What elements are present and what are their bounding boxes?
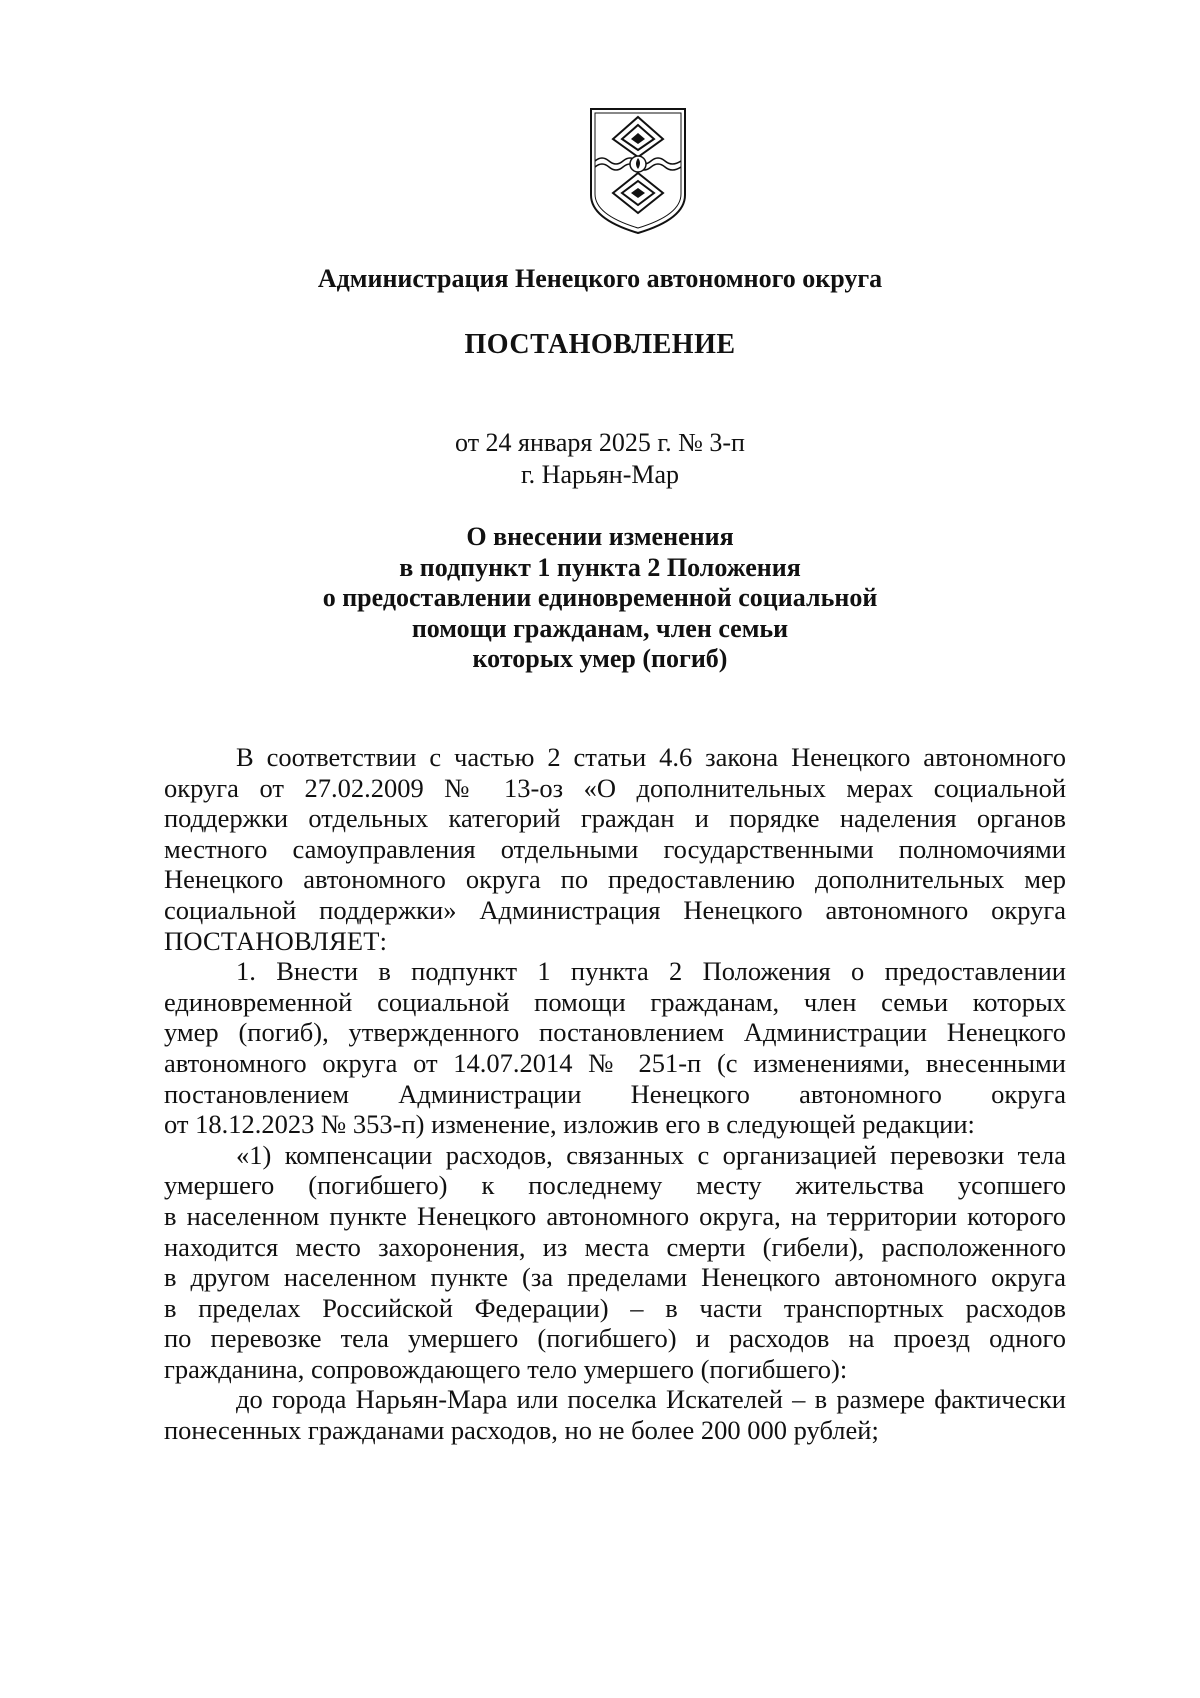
- document-type: ПОСТАНОВЛЕНИЕ: [464, 329, 736, 360]
- body-line: от 18.12.2023 № 353-п) изменение, изложив его в следующей редакции:: [164, 1109, 975, 1140]
- body-line: Ненецкого автономного округа по предоставлению дополнительных мер: [164, 864, 1066, 895]
- body-line: понесенных гражданами расходов, но не более 200 000 рублей;: [164, 1415, 879, 1446]
- body-line: ПОСТАНОВЛЯЕТ:: [164, 925, 388, 956]
- body-line: до города Нарьян-Мара или поселка Искателей – в размере фактически: [236, 1384, 1066, 1415]
- body-line: «1) компенсации расходов, связанных с организацией перевозки тела: [236, 1139, 1066, 1170]
- body-line: постановлением Администрации Ненецкого автономного округа: [164, 1078, 1066, 1109]
- document-title: [0, 522, 1200, 675]
- body-line: округа от 27.02.2009 № 13-оз «О дополнительных мерах социальной: [164, 772, 1066, 803]
- document-date-number: от 24 января 2025 г. № 3-п: [455, 428, 745, 457]
- organization-name: Администрация Ненецкого автономного округа: [317, 264, 883, 293]
- body-line: находится место захоронения, из места смерти (гибели), расположенного: [164, 1231, 1066, 1262]
- body-line: в другом населенном пункте (за пределами Ненецкого автономного округа: [164, 1262, 1066, 1293]
- title-line: о предоставлении единовременной социальной: [322, 583, 878, 612]
- title-line: О внесении изменения: [466, 522, 734, 551]
- body-line: В соответствии с частью 2 статьи 4.6 закона Ненецкого автономного: [236, 742, 1066, 772]
- body-line: в населенном пункте Ненецкого автономного округа, на территории которого: [164, 1200, 1066, 1231]
- body-line: 1. Внести в подпункт 1 пункта 2 Положения о предоставлении: [236, 956, 1066, 987]
- body-line: умер (погиб), утвержденного постановлением Администрации Ненецкого: [164, 1017, 1066, 1048]
- body-line: единовременной социальной помощи гражданам, член семьи которых: [164, 986, 1066, 1017]
- body-line: социальной поддержки» Администрация Ненецкого автономного округа: [164, 894, 1066, 925]
- document-body: [164, 742, 1066, 1446]
- body-line: в пределах Российской Федерации) – в части транспортных расходов: [164, 1292, 1066, 1323]
- body-line: автономного округа от 14.07.2014 № 251-п (с изменениями, внесенными: [164, 1047, 1066, 1078]
- body-line: по перевозке тела умершего (погибшего) и расходов на проезд одного: [164, 1323, 1066, 1354]
- body-line: умершего (погибшего) к последнему месту жительства усопшего: [164, 1170, 1066, 1201]
- body-line: местного самоуправления отдельными государственными полномочиями: [164, 833, 1066, 864]
- body-line: поддержки отдельных категорий граждан и порядке наделения органов: [164, 803, 1066, 834]
- title-line: которых умер (погиб): [472, 644, 728, 673]
- coat-of-arms-icon: [589, 107, 687, 235]
- body-line: гражданина, сопровождающего тело умершего (погибшего):: [164, 1353, 848, 1384]
- document-city: г. Нарьян-Мар: [520, 460, 680, 489]
- title-line: помощи гражданам, член семьи: [411, 613, 789, 643]
- title-line: в подпункт 1 пункта 2 Положения: [399, 552, 801, 582]
